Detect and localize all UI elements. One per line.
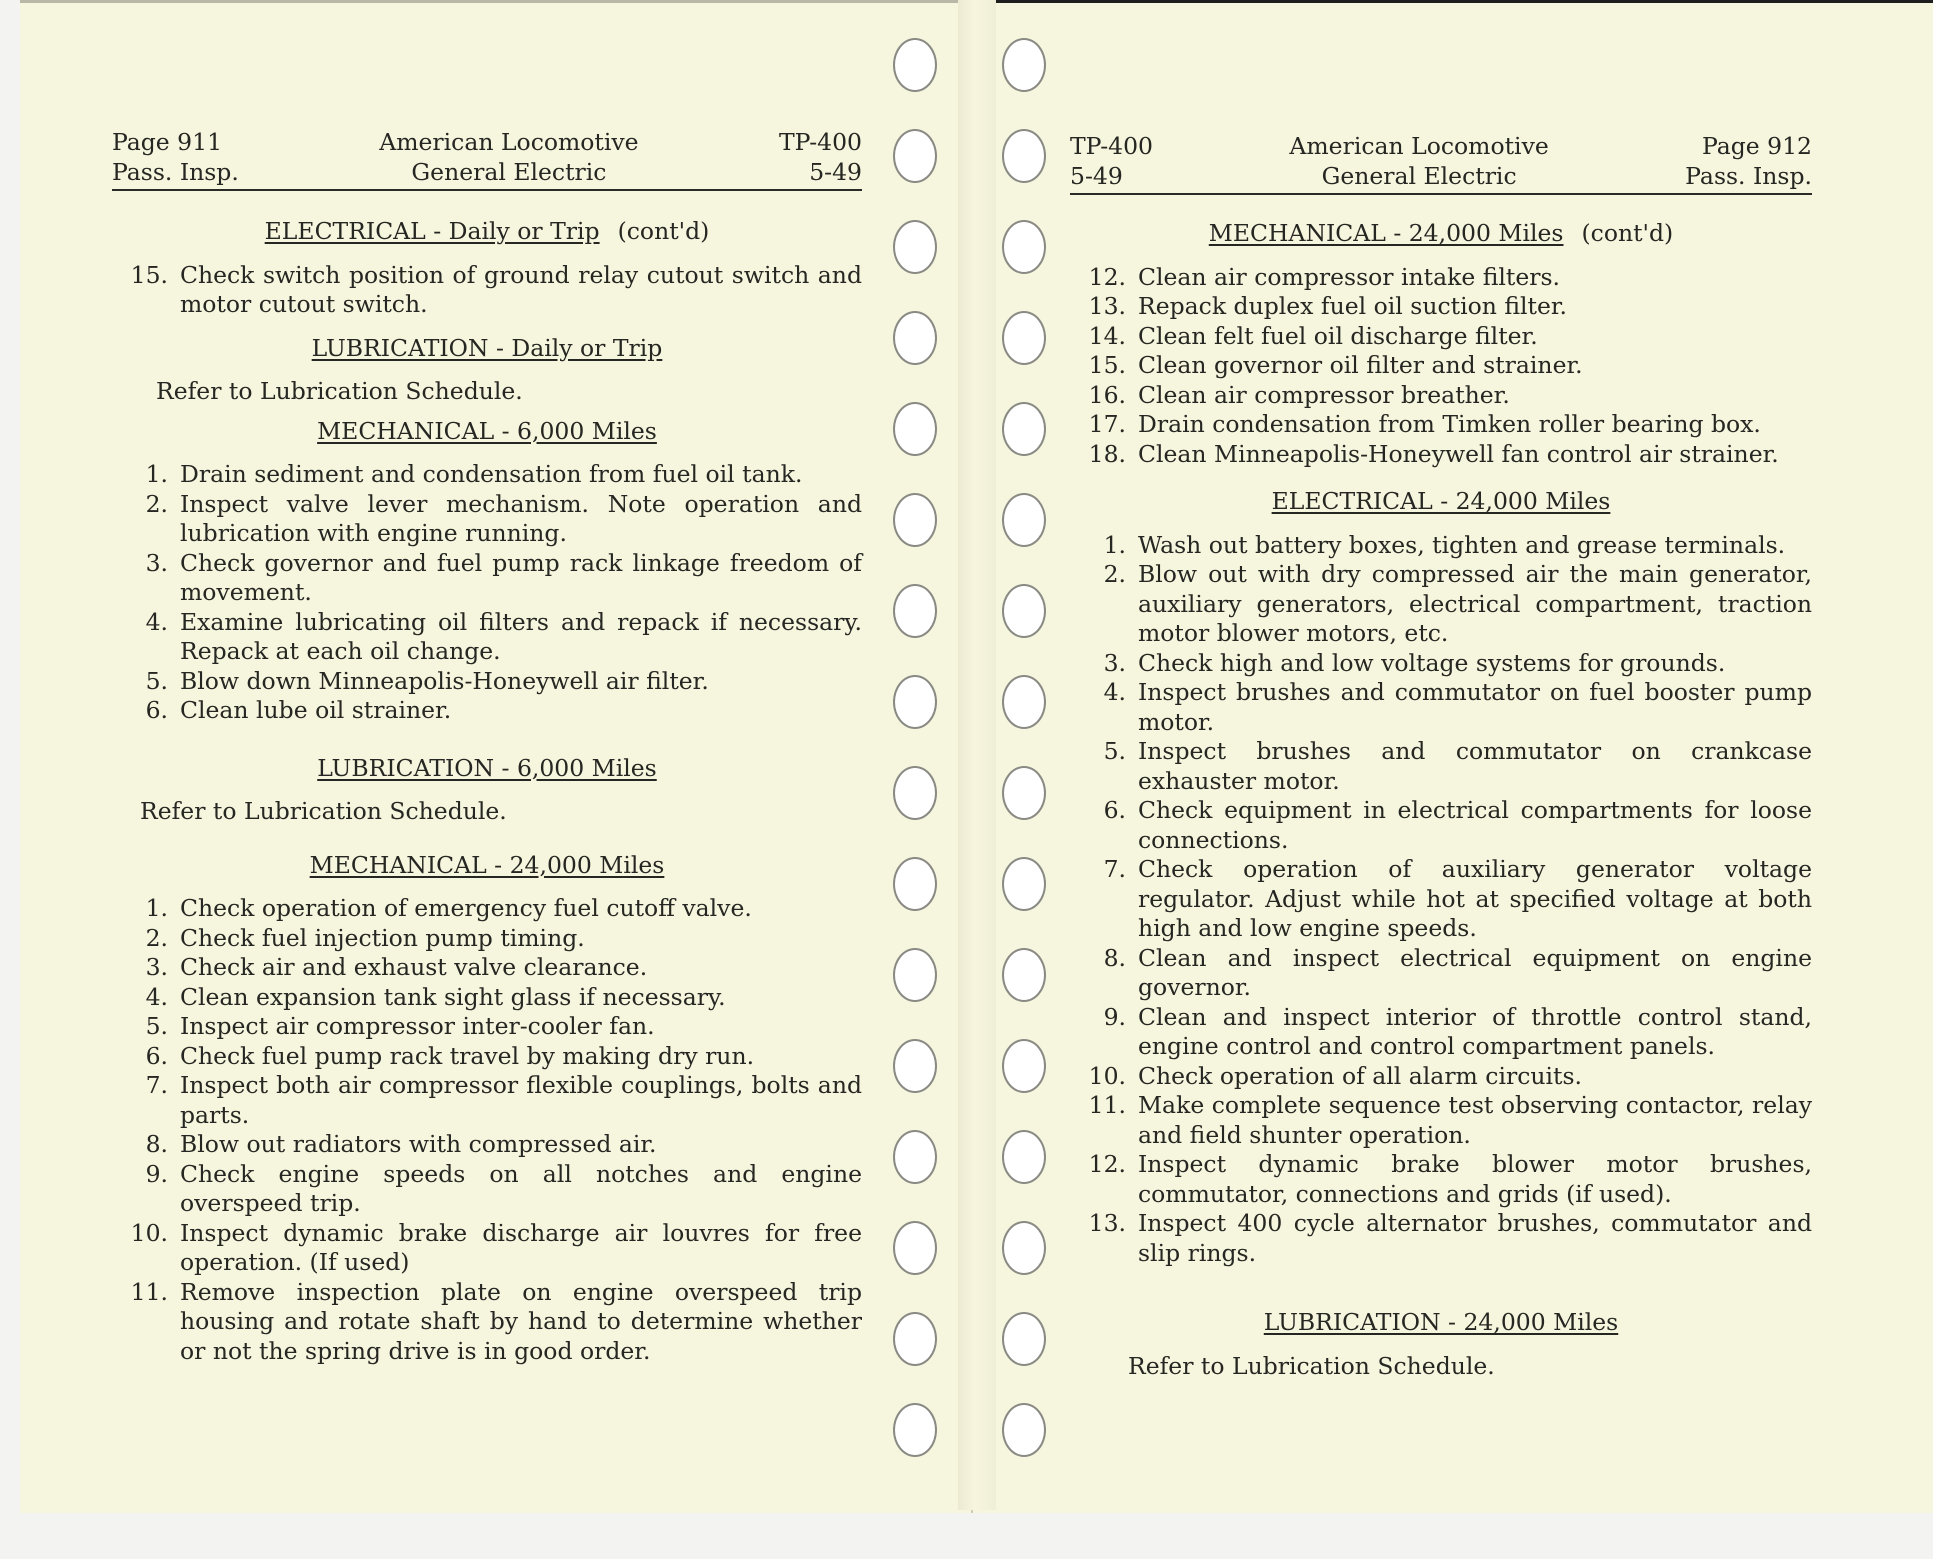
item-text: Check engine speeds on all notches and engine overspeed trip.	[180, 1159, 862, 1217]
item-number: 13.	[1088, 1209, 1126, 1237]
item-text: Clean lube oil strainer.	[180, 696, 452, 724]
item-number: 5.	[1103, 737, 1126, 765]
binding-hole	[893, 129, 937, 183]
reference-note: Refer to Lubrication Schedule.	[1128, 1351, 1495, 1380]
binding-hole	[1002, 584, 1046, 638]
item-number: 2.	[145, 923, 168, 952]
checklist-item	[1070, 1150, 1812, 1209]
item-text: Check operation of emergency fuel cutoff valve.	[180, 894, 752, 922]
binding-hole	[893, 220, 937, 274]
binding-hole	[1002, 38, 1046, 92]
checklist-item	[1070, 1003, 1812, 1062]
item-text: Clean air compressor breather.	[1138, 380, 1510, 409]
item-text: Clean and inspect interior of throttle control stand, engine control and control compartment panels.	[1138, 1002, 1812, 1060]
item-text: Inspect brushes and commutator on crankcase exhauster motor.	[1138, 737, 1812, 795]
item-number: 18.	[1088, 439, 1126, 468]
section-heading: MECHANICAL - 24,000 Miles (cont'd)	[1208, 219, 1674, 247]
item-number: 2.	[145, 489, 168, 518]
section-heading: LUBRICATION - Daily or Trip	[311, 333, 663, 362]
item-number: 13.	[1088, 292, 1126, 320]
section-heading: ELECTRICAL - Daily or Trip (cont'd)	[264, 217, 710, 245]
item-text: Inspect 400 cycle alternator brushes, commutator and slip rings.	[1138, 1209, 1812, 1267]
item-text: Clean felt fuel oil discharge filter.	[1138, 321, 1538, 350]
checklist-item	[1070, 560, 1812, 649]
checklist-item	[112, 924, 862, 954]
binding-hole	[893, 402, 937, 456]
section-heading: MECHANICAL - 24,000 Miles	[309, 850, 665, 879]
item-text: Check air and exhaust valve clearance.	[180, 953, 648, 981]
checklist-item	[1070, 737, 1812, 796]
item-number: 3.	[145, 953, 168, 981]
item-number: 11.	[1088, 1091, 1126, 1119]
item-text: Clean air compressor intake filters.	[1138, 262, 1561, 291]
binding-hole	[1002, 493, 1046, 547]
binding-hole	[893, 311, 937, 365]
item-number: 4.	[145, 607, 168, 636]
item-text: Clean governor oil filter and strainer.	[1138, 351, 1583, 379]
item-text: Clean Minneapolis-Honeywell fan control air strainer.	[1138, 439, 1779, 468]
page-number: Page 912	[1701, 132, 1812, 160]
binding-hole	[1002, 766, 1046, 820]
checklist-item	[112, 1160, 862, 1219]
item-number: 8.	[145, 1130, 168, 1158]
department: Pass. Insp.	[1685, 161, 1812, 190]
binding-hole	[893, 493, 937, 547]
item-number: 5.	[145, 666, 168, 695]
item-number: 15.	[1088, 351, 1126, 379]
checklist-item	[1070, 1091, 1812, 1150]
section-heading: LUBRICATION - 24,000 Miles	[1263, 1308, 1619, 1336]
section-heading: MECHANICAL - 6,000 Miles	[317, 416, 657, 445]
binding-hole	[1002, 1130, 1046, 1184]
item-text: Blow down Minneapolis-Honeywell air filter.	[180, 666, 709, 695]
page-911-content	[112, 128, 862, 1380]
company-name: American Locomotive	[379, 128, 639, 156]
checklist-item	[1070, 322, 1812, 352]
checklist-item	[1070, 649, 1812, 679]
item-text: Check equipment in electrical compartments for loose connections.	[1138, 796, 1812, 854]
item-text: Drain sediment and condensation from fuel oil tank.	[180, 460, 803, 488]
item-number: 8.	[1103, 943, 1126, 972]
page-912-content	[1070, 132, 1812, 1391]
item-number: 1.	[145, 894, 168, 922]
binding-hole	[1002, 1221, 1046, 1275]
item-text: Inspect air compressor inter-cooler fan.	[180, 1012, 655, 1040]
item-number: 10.	[1088, 1061, 1126, 1090]
binding-hole	[1002, 402, 1046, 456]
checklist-item	[112, 953, 862, 983]
checklist-item	[1070, 410, 1812, 440]
item-number: 9.	[145, 1159, 168, 1188]
item-text: Check operation of all alarm circuits.	[1138, 1061, 1582, 1090]
checklist-item	[112, 1278, 862, 1367]
page-header	[112, 128, 862, 191]
checklist-item	[1070, 440, 1812, 470]
checklist-item	[112, 261, 862, 320]
item-number: 6.	[145, 1041, 168, 1070]
section-heading: ELECTRICAL - 24,000 Miles	[1271, 487, 1611, 515]
checklist-item	[112, 460, 862, 490]
item-number: 6.	[1103, 796, 1126, 824]
document-number: TP-400	[779, 128, 862, 156]
item-text: Inspect dynamic brake blower motor brushes, commutator, connections and grids (if used).	[1138, 1150, 1812, 1208]
binding-hole	[893, 766, 937, 820]
item-text: Blow out with dry compressed air the main generator, auxiliary generators, electrical compartment, traction motor blower motors, etc.	[1138, 560, 1812, 647]
checklist-item	[1070, 381, 1812, 411]
item-text: Check fuel injection pump timing.	[180, 923, 585, 952]
item-number: 7.	[1103, 855, 1126, 883]
binding-seam	[958, 0, 996, 1510]
item-number: 3.	[145, 548, 168, 577]
item-number: 3.	[1103, 648, 1126, 677]
checklist-item	[112, 1012, 862, 1042]
checklist-item	[1070, 263, 1812, 293]
item-text: Wash out battery boxes, tighten and grease terminals.	[1138, 530, 1786, 559]
item-number: 5.	[145, 1012, 168, 1040]
checklist-item	[112, 1130, 862, 1160]
binding-hole	[893, 857, 937, 911]
binding-hole	[1002, 1312, 1046, 1366]
company-name-2: General Electric	[1321, 161, 1517, 190]
binding-hole	[893, 584, 937, 638]
item-text: Make complete sequence test observing contactor, relay and field shunter operation.	[1138, 1091, 1812, 1149]
section-heading: LUBRICATION - 6,000 Miles	[317, 753, 657, 782]
company-name: American Locomotive	[1289, 132, 1549, 160]
item-text: Check governor and fuel pump rack linkage freedom of movement.	[180, 548, 862, 606]
binding-hole	[1002, 1039, 1046, 1093]
checklist-item	[1070, 292, 1812, 322]
checklist-item	[112, 608, 862, 667]
binding-hole	[893, 1312, 937, 1366]
item-text: Inspect brushes and commutator on fuel booster pump motor.	[1138, 678, 1812, 736]
department: Pass. Insp.	[112, 157, 239, 186]
item-text: Remove inspection plate on engine overspeed trip housing and rotate shaft by hand to determine whether or not the spring drive is in good order.	[180, 1277, 862, 1365]
item-number: 12.	[1088, 262, 1126, 291]
checklist-item	[1070, 944, 1812, 1003]
item-text: Inspect dynamic brake discharge air louvres for free operation. (If used)	[180, 1218, 862, 1276]
item-number: 9.	[1103, 1002, 1126, 1031]
binding-hole	[1002, 948, 1046, 1002]
checklist	[112, 894, 862, 1366]
binding-hole	[1002, 1403, 1046, 1457]
checklist	[1070, 263, 1812, 470]
item-number: 10.	[130, 1218, 168, 1247]
item-number: 7.	[145, 1071, 168, 1099]
binding-hole	[893, 1221, 937, 1275]
checklist-item	[112, 549, 862, 608]
checklist-item	[1070, 796, 1812, 855]
checklist-item	[112, 1219, 862, 1278]
item-number: 1.	[1103, 530, 1126, 559]
checklist	[1070, 531, 1812, 1269]
item-number: 16.	[1088, 380, 1126, 409]
checklist-item	[1070, 1209, 1812, 1268]
company-name-2: General Electric	[411, 157, 607, 186]
binding-hole	[1002, 857, 1046, 911]
binding-hole	[893, 38, 937, 92]
item-text: Check high and low voltage systems for grounds.	[1138, 648, 1726, 677]
item-number: 15.	[130, 260, 168, 289]
item-text: Check switch position of ground relay cutout switch and motor cutout switch.	[180, 260, 862, 318]
item-number: 17.	[1088, 410, 1126, 438]
page-number: Page 911	[112, 128, 223, 156]
page-header	[1070, 132, 1812, 195]
document-number: TP-400	[1070, 132, 1153, 160]
checklist	[112, 460, 862, 726]
item-number: 6.	[145, 696, 168, 724]
item-number: 11.	[130, 1277, 168, 1306]
checklist-item	[112, 983, 862, 1013]
binding-hole	[1002, 129, 1046, 183]
item-text: Clean expansion tank sight glass if necessary.	[180, 982, 726, 1011]
binding-hole	[893, 948, 937, 1002]
item-number: 1.	[145, 460, 168, 488]
item-text: Check fuel pump rack travel by making dry run.	[180, 1041, 755, 1070]
binding-hole	[893, 1039, 937, 1093]
item-number: 4.	[1103, 678, 1126, 706]
checklist-item	[1070, 351, 1812, 381]
checklist	[112, 261, 862, 320]
checklist-item	[112, 490, 862, 549]
item-text: Drain condensation from Timken roller bearing box.	[1138, 410, 1761, 438]
checklist-item	[112, 894, 862, 924]
document-date: 5-49	[1070, 161, 1123, 190]
checklist-item	[112, 696, 862, 726]
binding-hole	[1002, 220, 1046, 274]
reference-note: Refer to Lubrication Schedule.	[140, 797, 507, 825]
item-text: Clean and inspect electrical equipment on engine governor.	[1138, 943, 1812, 1001]
item-number: 2.	[1103, 560, 1126, 588]
binding-hole	[893, 675, 937, 729]
item-text: Blow out radiators with compressed air.	[180, 1130, 657, 1158]
checklist-item	[1070, 678, 1812, 737]
item-text: Examine lubricating oil filters and repack if necessary. Repack at each oil change.	[180, 607, 862, 665]
checklist-item	[1070, 855, 1812, 944]
binding-hole	[1002, 675, 1046, 729]
item-number: 4.	[145, 982, 168, 1011]
item-number: 12.	[1088, 1150, 1126, 1178]
checklist-item	[1070, 1062, 1812, 1092]
item-text: Check operation of auxiliary generator voltage regulator. Adjust while hot at specified voltage at both high and low engine speeds.	[1138, 855, 1812, 942]
binding-hole	[893, 1403, 937, 1457]
reference-note: Refer to Lubrication Schedule.	[156, 377, 523, 405]
item-text: Inspect valve lever mechanism. Note operation and lubrication with engine running.	[180, 489, 862, 547]
checklist-item	[112, 1042, 862, 1072]
checklist-item	[112, 667, 862, 697]
item-number: 14.	[1088, 321, 1126, 350]
binding-hole	[893, 1130, 937, 1184]
item-text: Inspect both air compressor flexible couplings, bolts and parts.	[180, 1071, 862, 1129]
item-text: Repack duplex fuel oil suction filter.	[1138, 292, 1568, 320]
checklist-item	[112, 1071, 862, 1130]
binding-hole	[1002, 311, 1046, 365]
document-date: 5-49	[809, 157, 862, 186]
checklist-item	[1070, 531, 1812, 561]
